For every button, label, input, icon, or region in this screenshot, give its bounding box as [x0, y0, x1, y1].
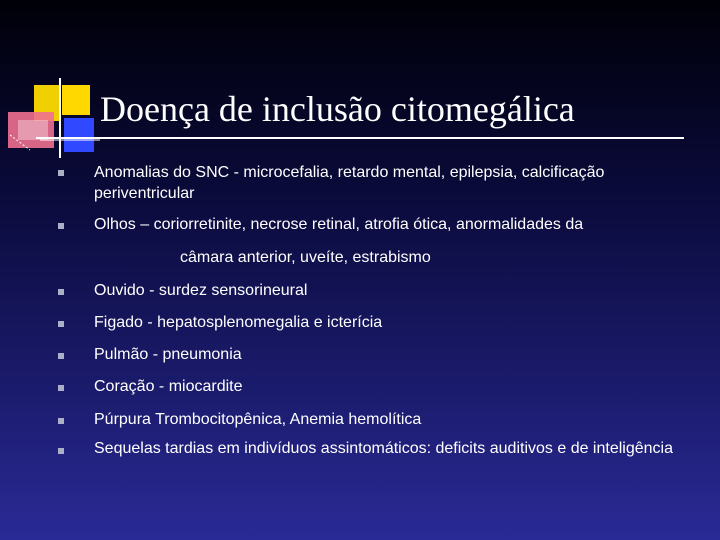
bullet-item: Figado - hepatosplenomegalia e icterícia — [94, 314, 383, 331]
bullet-item: Púrpura Trombocitopênica, Anemia hemolítica — [94, 411, 422, 428]
bullet-item: Coração - miocardite — [94, 378, 243, 395]
bullet-item: Olhos – coriorretinite, necrose retinal, atrofia ótica, anormalidades da — [94, 216, 584, 233]
bullet-continuation: câmara anterior, uveíte, estrabismo — [180, 249, 431, 266]
bullet-item: Anomalias do SNC - microcefalia, retardo mental, epilepsia, calcificação periventricular — [94, 164, 605, 202]
bullet-marker — [58, 170, 64, 176]
bullet-item: Pulmão - pneumonia — [94, 346, 242, 363]
bullet-item: Ouvido - surdez sensorineural — [94, 282, 308, 299]
bullet-marker — [58, 448, 64, 454]
bullet-marker — [58, 385, 64, 391]
bullet-item: Sequelas tardias em indivíduos assintomáticos: deficits auditivos e de inteligência — [94, 440, 673, 457]
bullet-marker — [58, 353, 64, 359]
bullet-marker — [58, 223, 64, 229]
slide-title: Doença de inclusão citomegálica — [100, 89, 575, 129]
bullet-marker — [58, 418, 64, 424]
bullet-marker — [58, 289, 64, 295]
bullet-marker — [58, 321, 64, 327]
